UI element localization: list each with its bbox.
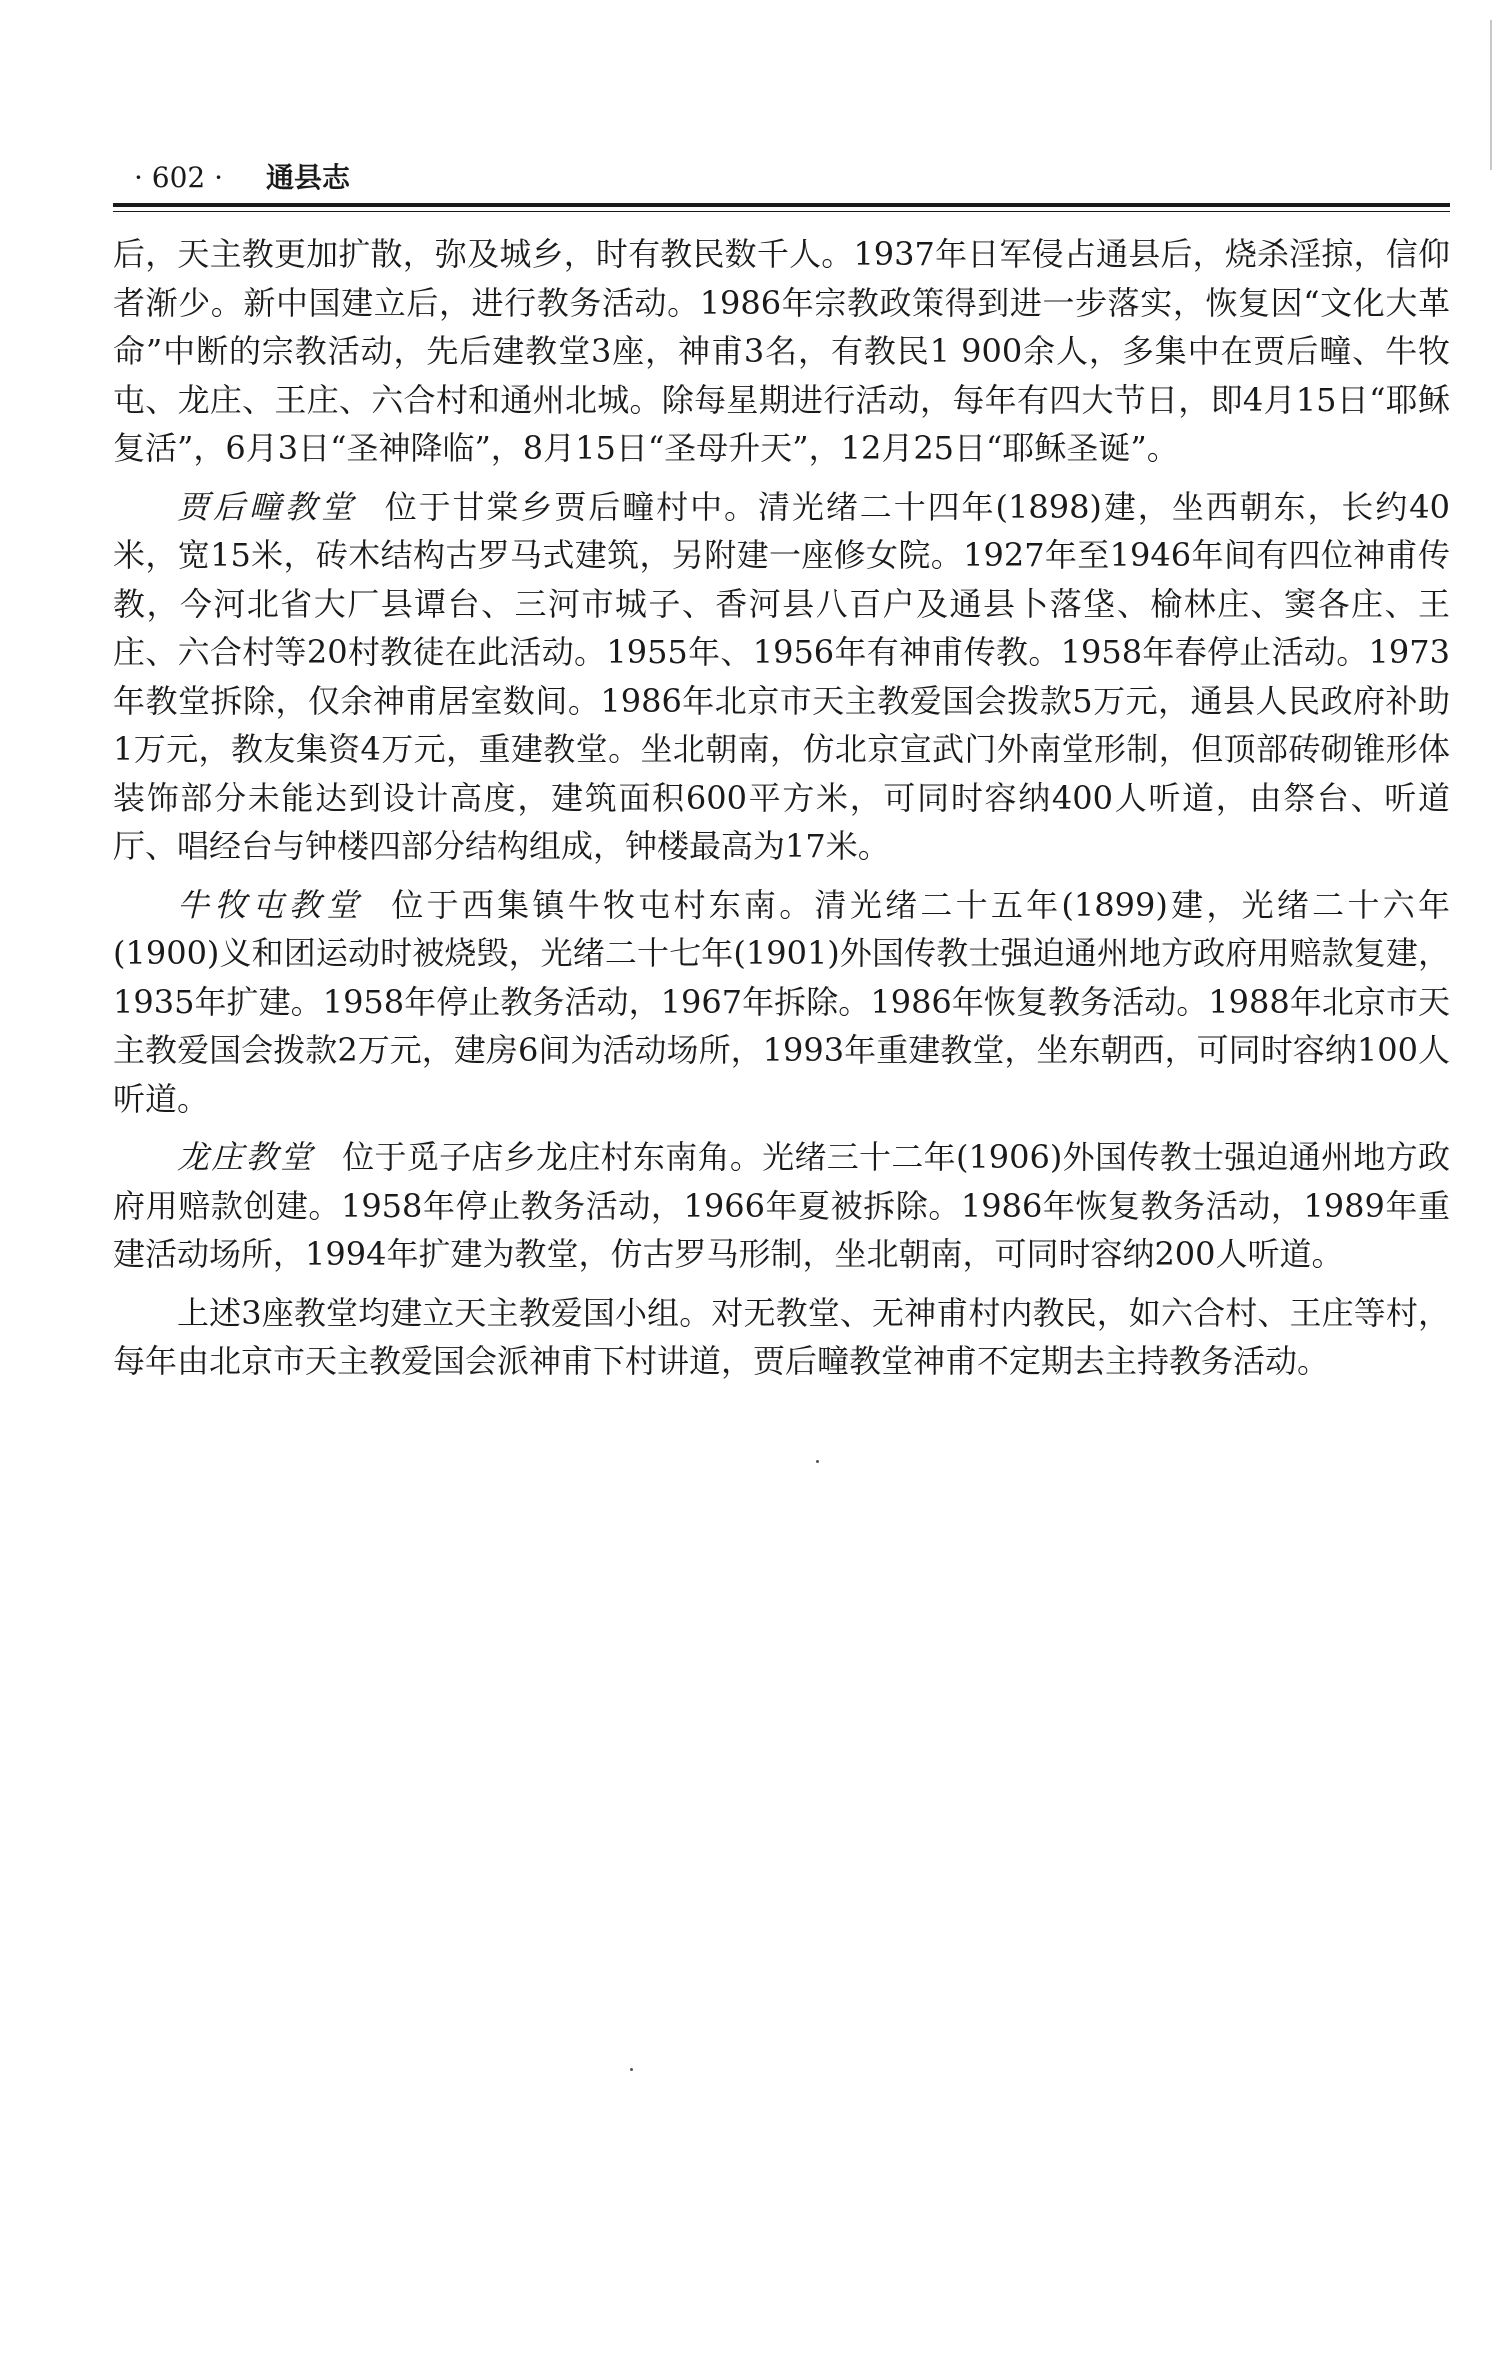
paragraph-text: 上述3座教堂均建立天主教爱国小组。对无教堂、无神甫村内教民，如六合村、王庄等村，每年由北京市天主教爱国会派神甫下村讲道，贾后疃教堂神甫不定期去主持教务活动。 — [113, 1293, 1450, 1380]
paragraph-text: 位于觅子店乡龙庄村东南角。光绪三十二年(1906)外国传教士强迫通州地方政府用赔款创建。1958年停止教务活动，1966年夏被拆除。1986年恢复教务活动，1989年重建活动场所，1994年扩建为教堂，仿古罗马形制，坐北朝南，可同时容纳200人听道。 — [113, 1138, 1450, 1273]
paragraph-summary — [113, 1289, 1450, 1386]
scan-speck — [816, 1460, 819, 1463]
paragraph-continuation — [113, 230, 1450, 473]
page-body — [113, 230, 1450, 1396]
paragraph-text: 位于甘棠乡贾后疃村中。清光绪二十四年(1898)建，坐西朝东，长约40米，宽15米，砖木结构古罗马式建筑，另附建一座修女院。1927年至1946年间有四位神甫传教，今河北省大厂县谭台、三河市城子、香河县八百户及通县卜落垡、榆林庄、窦各庄、王庄、六合村等20村教徒在此活动。1955年、1956年有神甫传教。1958年春停止活动。1973年教堂拆除，仅余神甫居室数间。1986年北京市天主教爱国会拨款5万元，通县人民政府补助1万元，教友集资4万元，重建教堂。坐北朝南，仿北京宣武门外南堂形制，但顶部砖砌锥形体装饰部分未能达到设计高度，建筑面积600平方米，可同时容纳400人听道，由祭台、听道厅、唱经台与钟楼四部分结构组成，钟楼最高为17米。 — [113, 487, 1450, 865]
paragraph-entry — [113, 1133, 1450, 1279]
paragraph-text: 位于西集镇牛牧屯村东南。清光绪二十五年(1899)建，光绪二十六年(1900)义和团运动时被烧毁，光绪二十七年(1901)外国传教士强迫通州地方政府用赔款复建，1935年扩建。1958年停止教务活动，1967年拆除。1986年恢复教务活动。1988年北京市天主教爱国会拨款2万元，建房6间为活动场所，1993年重建教堂，坐东朝西，可同时容纳100人听道。 — [113, 885, 1450, 1118]
book-title: 通县志 — [265, 161, 350, 194]
header-rule-thick — [113, 203, 1450, 207]
scan-edge-mark — [1490, 20, 1492, 170]
paragraph-text: 后，天主教更加扩散，弥及城乡，时有教民数千人。1937年日军侵占通县后，烧杀淫掠，信仰者渐少。新中国建立后，进行教务活动。1986年宗教政策得到进一步落实，恢复因“文化大革命”中断的宗教活动，先后建教堂3座，神甫3名，有教民1 900余人，多集中在贾后疃、牛牧屯、龙庄、王庄、六合村和通州北城。除每星期进行活动，每年有四大节日，即4月15日“耶稣复活”，6月3日“圣神降临”，8月15日“圣母升天”，12月25日“耶稣圣诞”。 — [113, 235, 1450, 467]
entry-title: 贾后疃教堂 — [177, 487, 357, 526]
entry-title: 龙庄教堂 — [177, 1138, 315, 1176]
running-header — [134, 158, 1450, 208]
paragraph-entry — [113, 483, 1450, 871]
entry-title: 牛牧屯教堂 — [177, 885, 364, 924]
scan-speck — [630, 2068, 633, 2071]
paragraph-entry — [113, 881, 1450, 1124]
page-number: · 602 · — [134, 161, 224, 194]
header-rule-thin — [113, 211, 1450, 212]
